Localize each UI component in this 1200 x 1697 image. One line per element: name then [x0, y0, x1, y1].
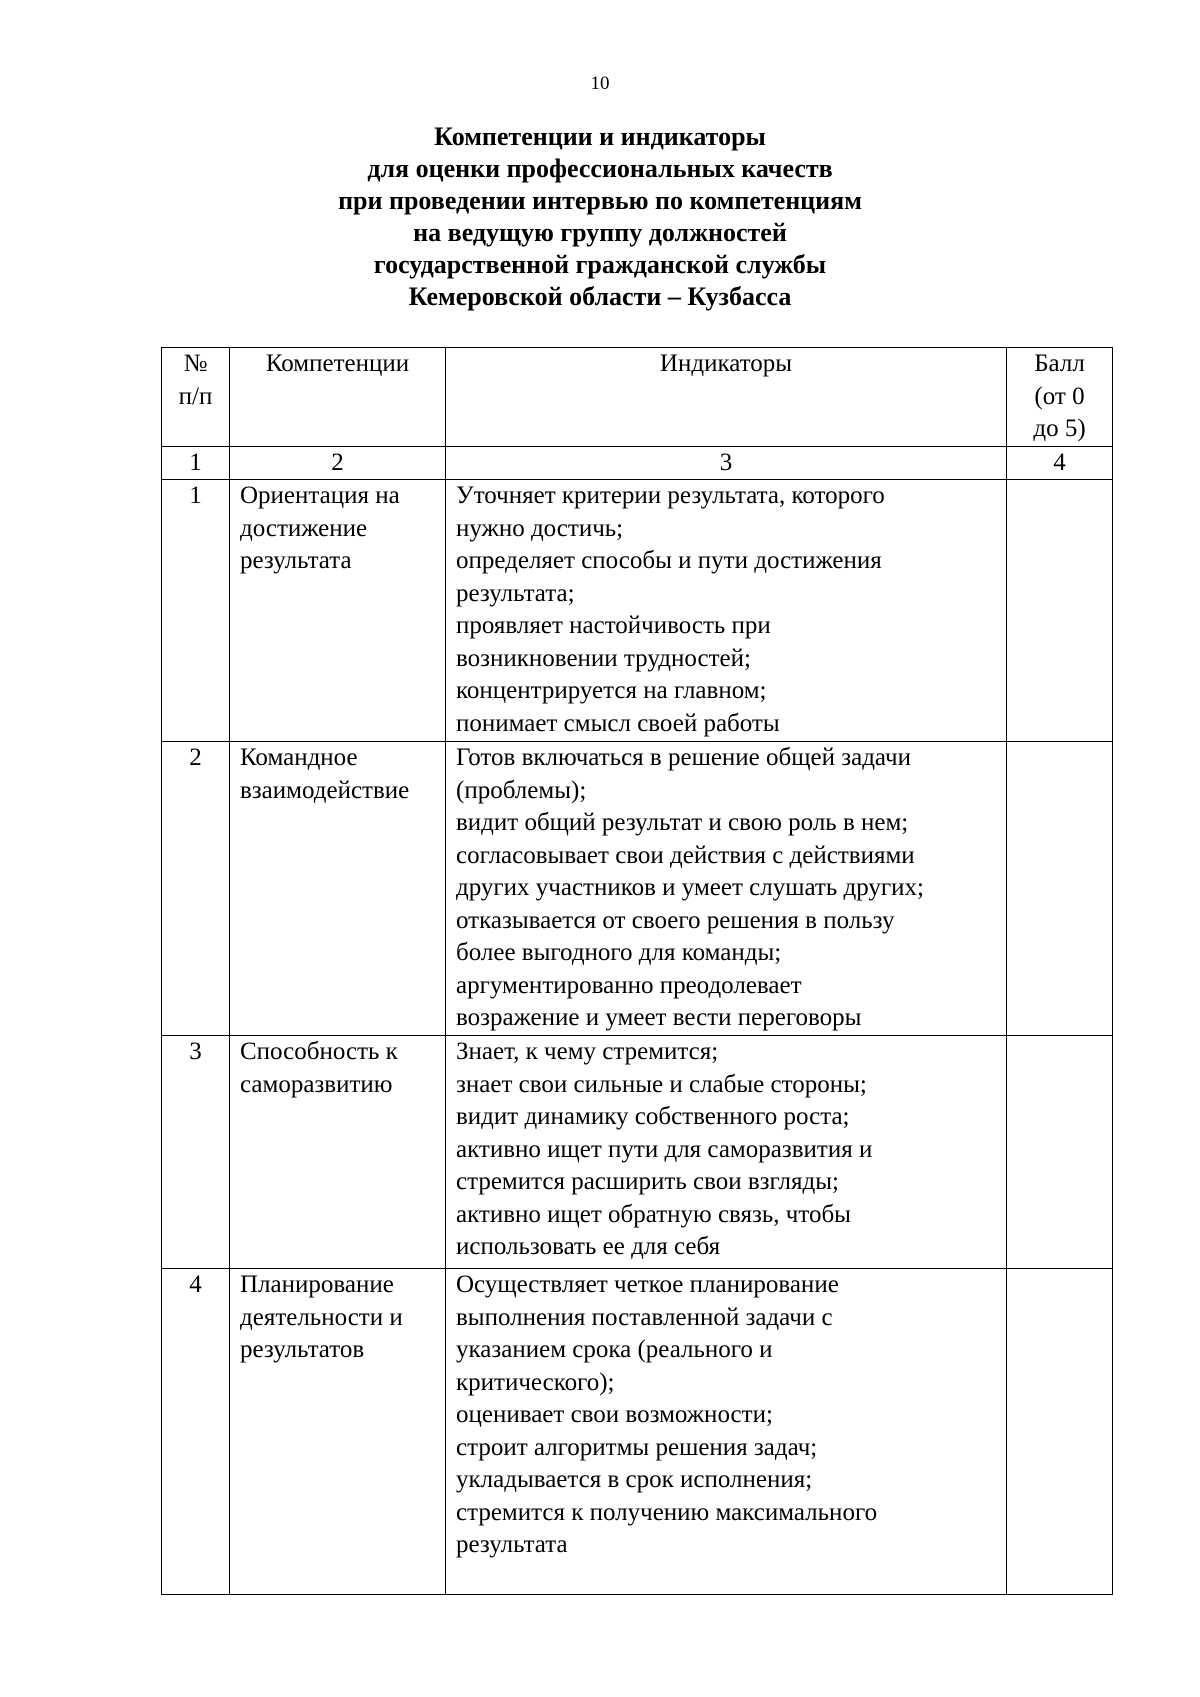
row-number: 1	[162, 480, 230, 742]
indicator-line: использовать ее для себя	[456, 1233, 721, 1260]
table-body	[162, 480, 1113, 1595]
indicator-line: (проблемы);	[456, 776, 587, 804]
competence-table	[161, 347, 1113, 1595]
table-row	[162, 1269, 1113, 1595]
competence-cell	[230, 1036, 446, 1269]
competence-line: результата	[240, 547, 352, 574]
competence-line: Командное	[240, 744, 358, 771]
indicator-line: возражение и умеет вести переговоры	[456, 1004, 862, 1031]
indicator-line: оценивает свои возможности;	[456, 1401, 773, 1428]
table-row	[162, 742, 1113, 1036]
column-index-row	[162, 446, 1113, 480]
indicators-cell	[446, 742, 1007, 1036]
indicators-cell	[446, 1036, 1007, 1269]
indicator-line: понимает смысл своей работы	[456, 709, 780, 737]
title-line: для оценки профессиональных качеств	[367, 154, 833, 183]
indicator-line: критического);	[456, 1368, 615, 1396]
competence-line: Ориентация на	[240, 482, 400, 509]
competence-line: Планирование	[240, 1271, 394, 1298]
indicator-line: концентрируется на главном;	[456, 677, 767, 704]
indicator-line: определяет способы и пути достижения	[456, 547, 882, 574]
competence-cell	[230, 480, 446, 742]
column-index: 3	[446, 446, 1007, 480]
row-number: 4	[162, 1269, 230, 1595]
header-competence: Компетенции	[230, 348, 446, 447]
indicators-cell	[446, 480, 1007, 742]
score-cell[interactable]	[1007, 742, 1113, 1036]
indicator-line: Уточняет критерии результата, которого	[456, 482, 885, 509]
indicator-line: отказывается от своего решения в пользу	[456, 906, 895, 934]
competence-line: деятельности и	[240, 1303, 403, 1331]
indicator-line: строит алгоритмы решения задач;	[456, 1433, 818, 1461]
score-cell[interactable]	[1007, 1269, 1113, 1595]
competence-line: достижение	[240, 514, 368, 542]
indicator-line: указанием срока (реального и	[456, 1336, 773, 1363]
title-line: Компетенции и индикаторы	[434, 122, 766, 151]
title-line: при проведении интервью по компетенциям	[338, 186, 862, 215]
table-header-row	[162, 348, 1113, 447]
row-number: 2	[162, 742, 230, 1036]
indicator-line: возникновении трудностей;	[456, 644, 751, 672]
indicator-line: Готов включаться в решение общей задачи	[456, 744, 911, 771]
title-line: Кемеровской области – Кузбасса	[408, 282, 792, 311]
title-line: государственной гражданской службы	[373, 250, 827, 279]
indicator-line: стремится к получению максимального	[456, 1498, 878, 1526]
indicator-line: более выгодного для команды;	[456, 939, 782, 966]
indicator-line: видит динамику собственного роста;	[456, 1103, 850, 1130]
indicator-line: проявляет настойчивость при	[456, 612, 771, 639]
indicator-line: укладывается в срок исполнения;	[456, 1466, 813, 1493]
competence-line: саморазвитию	[240, 1070, 393, 1098]
indicator-line: стремится расширить свои взгляды;	[456, 1168, 839, 1195]
indicator-line: результата	[456, 1531, 568, 1558]
column-index: 1	[162, 446, 230, 480]
indicator-line: Осуществляет четкое планирование	[456, 1271, 839, 1298]
competence-cell	[230, 742, 446, 1036]
column-index: 4	[1007, 446, 1113, 480]
indicator-line: выполнения поставленной задачи с	[456, 1303, 833, 1331]
competence-line: результатов	[240, 1336, 365, 1363]
table-row	[162, 480, 1113, 742]
indicator-line: аргументированно преодолевает	[456, 971, 802, 999]
indicator-line: результата;	[456, 579, 575, 607]
indicators-cell	[446, 1269, 1007, 1595]
document-title	[0, 121, 1200, 313]
table-row	[162, 1036, 1113, 1269]
indicator-line: Знает, к чему стремится;	[456, 1038, 719, 1065]
indicator-line: других участников и умеет слушать других;	[456, 874, 924, 901]
title-line: на ведущую группу должностей	[413, 218, 787, 247]
indicator-line: активно ищет пути для саморазвития и	[456, 1135, 873, 1163]
page-number: 10	[590, 73, 610, 94]
header-indicators: Индикаторы	[446, 348, 1007, 447]
score-cell[interactable]	[1007, 1036, 1113, 1269]
indicator-line: нужно достичь;	[456, 514, 624, 542]
competence-cell	[230, 1269, 446, 1595]
competence-line: взаимодействие	[240, 776, 410, 804]
indicator-line: активно ищет обратную связь, чтобы	[456, 1200, 851, 1228]
header-number: № п/п	[162, 348, 230, 447]
indicator-line: согласовывает свои действия с действиями	[456, 841, 915, 869]
header-score: Балл (от 0 до 5)	[1007, 348, 1113, 447]
competence-line: Способность к	[240, 1038, 398, 1065]
row-number: 3	[162, 1036, 230, 1269]
indicator-line: видит общий результат и свою роль в нем;	[456, 809, 909, 836]
column-index: 2	[230, 446, 446, 480]
score-cell[interactable]	[1007, 480, 1113, 742]
indicator-line: знает свои сильные и слабые стороны;	[456, 1070, 867, 1098]
